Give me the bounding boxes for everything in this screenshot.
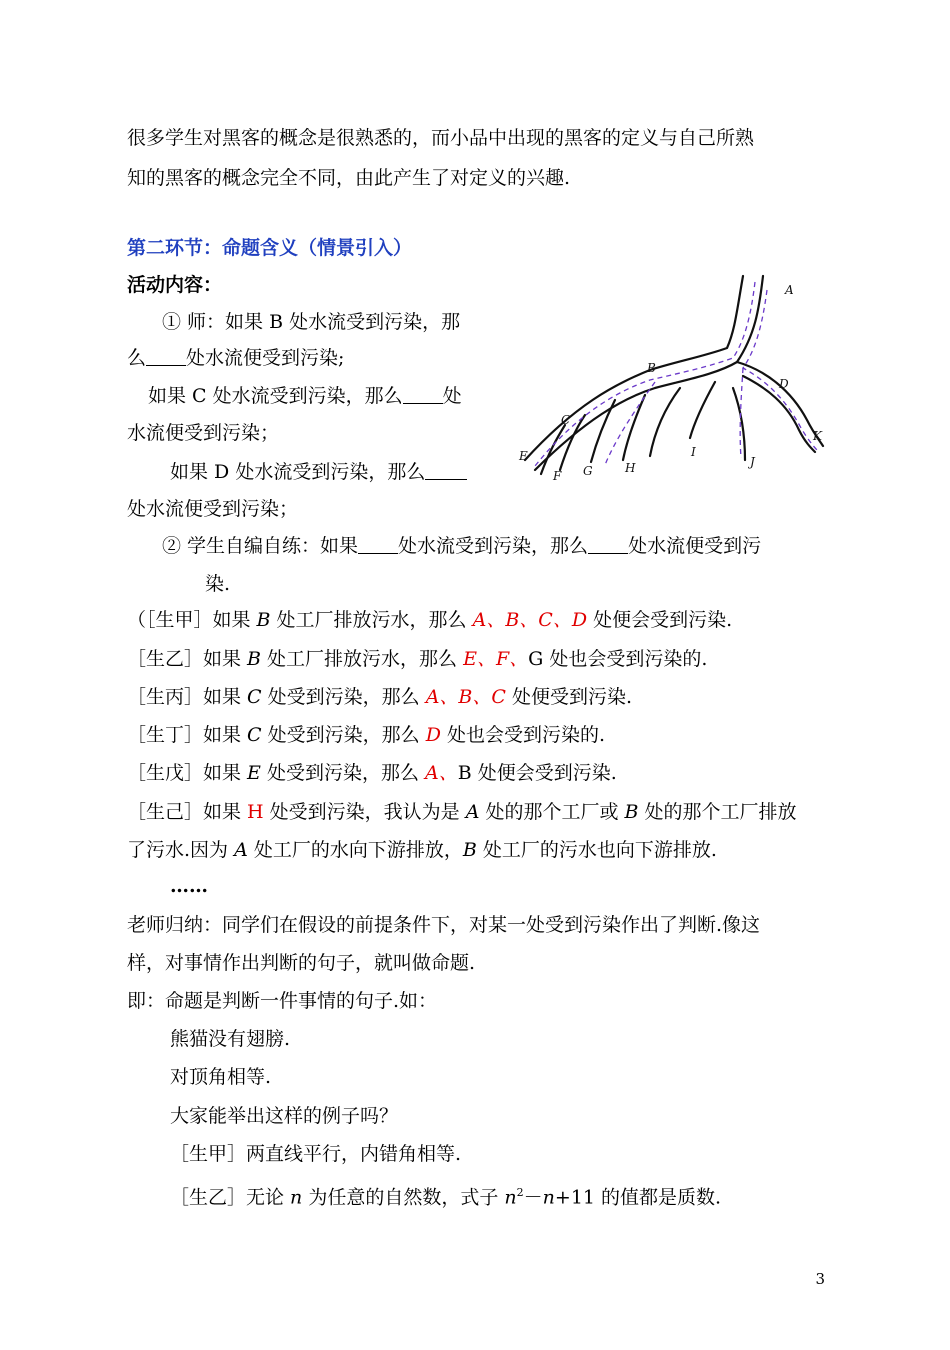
answer-1: （［生甲］如果 B 处工厂排放污水，那么 A、B、C、D 处便会受到污染.	[127, 609, 733, 631]
summary-line-1: 老师归纳：同学们在假设的前提条件下，对某一处受到污染作出了判断.像这	[127, 914, 761, 936]
answer-blank[interactable]	[146, 347, 186, 366]
q1-line-1: ① 师：如果 B 处水流受到污染，那	[162, 311, 461, 333]
flow-line	[740, 368, 743, 458]
example-3: 大家能举出这样的例子吗？	[170, 1105, 399, 1127]
example-5: ［生乙］无论 n 为任意的自然数，式子 $n^2-n+11$ 的值都是质数.	[170, 1186, 722, 1209]
answer-3: ［生丙］如果 C 处受到污染，那么 A、B、C 处便受到污染.	[127, 686, 633, 708]
label-J: J	[750, 455, 755, 469]
q2-line-2: 染.	[205, 573, 231, 595]
q1-line-6: 处水流便受到污染；	[127, 498, 299, 520]
summary-line-2: 样，对事情作出判断的句子，就叫做命题.	[127, 952, 476, 974]
summary-line-3: 即：命题是判断一件事情的句子.如：	[127, 990, 438, 1012]
answer-2: ［生乙］如果 B 处工厂排放污水，那么 E、F、G 处也会受到污染的.	[127, 648, 708, 670]
example-4: ［生甲］两直线平行，内错角相等.	[170, 1143, 462, 1165]
label-H: H	[625, 461, 636, 475]
river-bank	[525, 276, 743, 460]
page-number: 3	[815, 1270, 825, 1288]
intro-line-1: 很多学生对黑客的概念是很熟悉的，而小品中出现的黑客的定义与自己所熟	[127, 127, 755, 149]
label-A: A	[785, 283, 794, 297]
answer-5: ［生戊］如果 E 处受到污染，那么 A、B 处便会受到污染.	[127, 762, 617, 784]
q1-line-5: 如果 D 处水流受到污染，那么	[170, 459, 467, 485]
answer-blank[interactable]	[403, 385, 443, 404]
answer-blank[interactable]	[358, 535, 398, 554]
answer-6: ［生己］如果 H 处受到污染，我认为是 A 处的那个工厂或 B 处的那个工厂排放	[127, 801, 797, 823]
label-B: B	[647, 361, 656, 375]
river-bank	[690, 382, 715, 438]
answer-6-continued: 了污水.因为 A 处工厂的水向下游排放，B 处工厂的污水也向下游排放.	[127, 839, 717, 861]
flow-line	[605, 382, 655, 465]
label-K: K	[813, 429, 822, 443]
answer-blank[interactable]	[588, 535, 628, 554]
ellipsis: ……	[170, 875, 208, 897]
q1-line-3: 如果 C 处水流受到污染，那么 处	[148, 385, 462, 407]
q1-line-2: 么 处水流便受到污染;	[127, 347, 345, 369]
label-I: I	[691, 445, 696, 459]
example-1: 熊猫没有翅膀.	[170, 1028, 291, 1050]
section-heading: 第二环节：命题含义（情景引入）	[127, 237, 413, 259]
river-bank	[733, 388, 745, 460]
example-2: 对顶角相等.	[170, 1066, 272, 1088]
river-bank	[650, 388, 680, 456]
river-bank	[623, 395, 645, 460]
label-G: G	[583, 464, 593, 478]
q1-line-4: 水流便受到污染；	[127, 422, 280, 444]
river-diagram	[505, 270, 835, 485]
label-F: F	[553, 469, 562, 483]
intro-line-2: 知的黑客的概念完全不同，由此产生了对定义的兴趣.	[127, 167, 571, 189]
q2-line-1: ② 学生自编自练：如果 处水流受到污染，那么 处水流便受到污	[162, 535, 762, 557]
flow-line	[743, 290, 817, 450]
answer-4: ［生丁］如果 C 处受到污染，那么 D 处也会受到污染的.	[127, 724, 606, 746]
label-C: C	[561, 413, 571, 427]
label-E: E	[519, 449, 528, 463]
activity-label: 活动内容：	[127, 274, 223, 296]
answer-blank[interactable]	[425, 461, 467, 480]
river-bank	[737, 362, 823, 446]
label-D: D	[779, 377, 789, 391]
